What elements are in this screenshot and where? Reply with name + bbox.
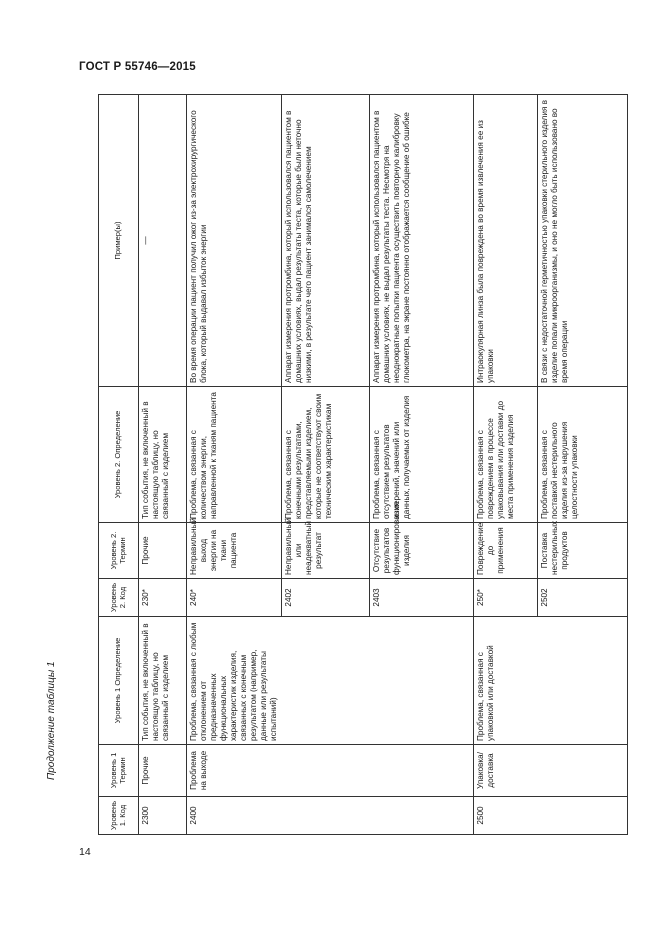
cell-l2-term: Неправильный выход энергии на ткани пациента [187, 523, 282, 579]
cell-l2-code: 2502 [537, 579, 627, 617]
table-row [187, 95, 282, 835]
page-number: 14 [79, 846, 91, 858]
cell-empty [281, 617, 369, 745]
table-row [281, 95, 369, 835]
header-l1-def: Уровень 1 Определение [99, 617, 139, 745]
cell-l2-def: Проблема, связанная с количеством энергии, направленной к тканям пациента [187, 387, 282, 523]
cell-l2-def: Проблема, связанная с поставкой нестерильного изделия из-за нарушения целостности упаковки [537, 387, 627, 523]
cell-l2-code: 2402 [281, 579, 369, 617]
header-l2-term: Уровень 2. Термин [99, 523, 139, 579]
cell-example: Аппарат измерения протромбина, который использовался пациентом в домашних условиях, выдал результаты теста, которые были неточно низкими, в результате чего пациент занимался самолечением [281, 95, 369, 387]
cell-empty [537, 617, 627, 745]
cell-example: В связи с недостаточной герметичностью упаковки стерильного изделия в изделие попали микроорганизмы, и оно не могло быть использовано во время операции [537, 95, 627, 387]
cell-empty [537, 745, 627, 797]
cell-empty [537, 797, 627, 835]
cell-empty [369, 797, 473, 835]
table-row [139, 95, 187, 835]
cell-l1-def: Тип события, не включенный в настоящую таблицу, но связанный с изделием [139, 617, 187, 745]
cell-l1-term: Прочие [139, 745, 187, 797]
table-row [369, 95, 473, 835]
cell-l2-code: 2403 [369, 579, 473, 617]
cell-l2-def: Проблема, связанная с отсутствием результатов измерений, значений или данных, получаемых от изделия [369, 387, 473, 523]
cell-l1-code: 2500 [473, 797, 537, 835]
header-example: Пример(ы) [99, 95, 139, 387]
cell-l2-def: Проблема, связанная с конечными результатами, представляемыми изделием, которые не соответствуют своим техническим характеристикам [281, 387, 369, 523]
table-row [537, 95, 627, 835]
table-caption: Продолжение таблицы 1 [46, 661, 57, 780]
cell-example: — [139, 95, 187, 387]
cell-l1-code: 2400 [187, 797, 282, 835]
cell-l2-term: Поставка нестерильных продуктов [537, 523, 627, 579]
table-header-row [99, 95, 139, 835]
cell-l1-code: 2300 [139, 797, 187, 835]
cell-l2-term: Повреждение до применения [473, 523, 537, 579]
cell-l2-code: 240* [187, 579, 282, 617]
cell-l2-def: Тип события, не включенный в настоящую таблицу, но связанный с изделием [139, 387, 187, 523]
table-row [473, 95, 537, 835]
cell-empty [369, 617, 473, 745]
document-header: ГОСТ Р 55746—2015 [79, 61, 196, 73]
cell-example: Аппарат измерения протромбина, который использовался пациентом в домашних условиях, не выдал результаты теста. Несмотря на неоднократные попытки пациента осуществить повторную калибровку глюкометра, на экране постоянно отображается сообщение об ошибке [369, 95, 473, 387]
cell-example: Во время операции пациент получил ожог из-за электрохирургического блока, который выдавал избыток энергии [187, 95, 282, 387]
classification-table [98, 94, 628, 835]
cell-l2-term: Отсутствие результатов функционирования изделия [369, 523, 473, 579]
cell-l1-def: Проблема, связанная с любым отклонением от предназначенных функциональных характеристик изделия, связанных с конечным результатом (например, данные или результаты испытаний) [187, 617, 282, 745]
rotated-table-wrapper [98, 95, 612, 835]
cell-empty [281, 797, 369, 835]
cell-l2-term: Прочие [139, 523, 187, 579]
cell-l2-def: Проблема, связанная с повреждением в процессе упаковывания или доставки до места применения изделия [473, 387, 537, 523]
cell-l1-def: Проблема, связанная с упаковкой или доставкой [473, 617, 537, 745]
cell-l1-term: Проблема на выходе [187, 745, 282, 797]
header-l1-code: Уровень 1. Код [99, 797, 139, 835]
cell-example: Интраокулярная линза была повреждена во время извлечения ее из упаковки [473, 95, 537, 387]
cell-l2-code: 250* [473, 579, 537, 617]
cell-l2-term: Неправильный или неадекватный результат [281, 523, 369, 579]
header-l1-term: Уровень 1 Термин [99, 745, 139, 797]
cell-empty [281, 745, 369, 797]
header-l2-code: Уровень 2. Код [99, 579, 139, 617]
header-l2-def: Уровень 2. Определение [99, 387, 139, 523]
cell-l1-term: Упаковка/ доставка [473, 745, 537, 797]
cell-l2-code: 230* [139, 579, 187, 617]
cell-empty [369, 745, 473, 797]
